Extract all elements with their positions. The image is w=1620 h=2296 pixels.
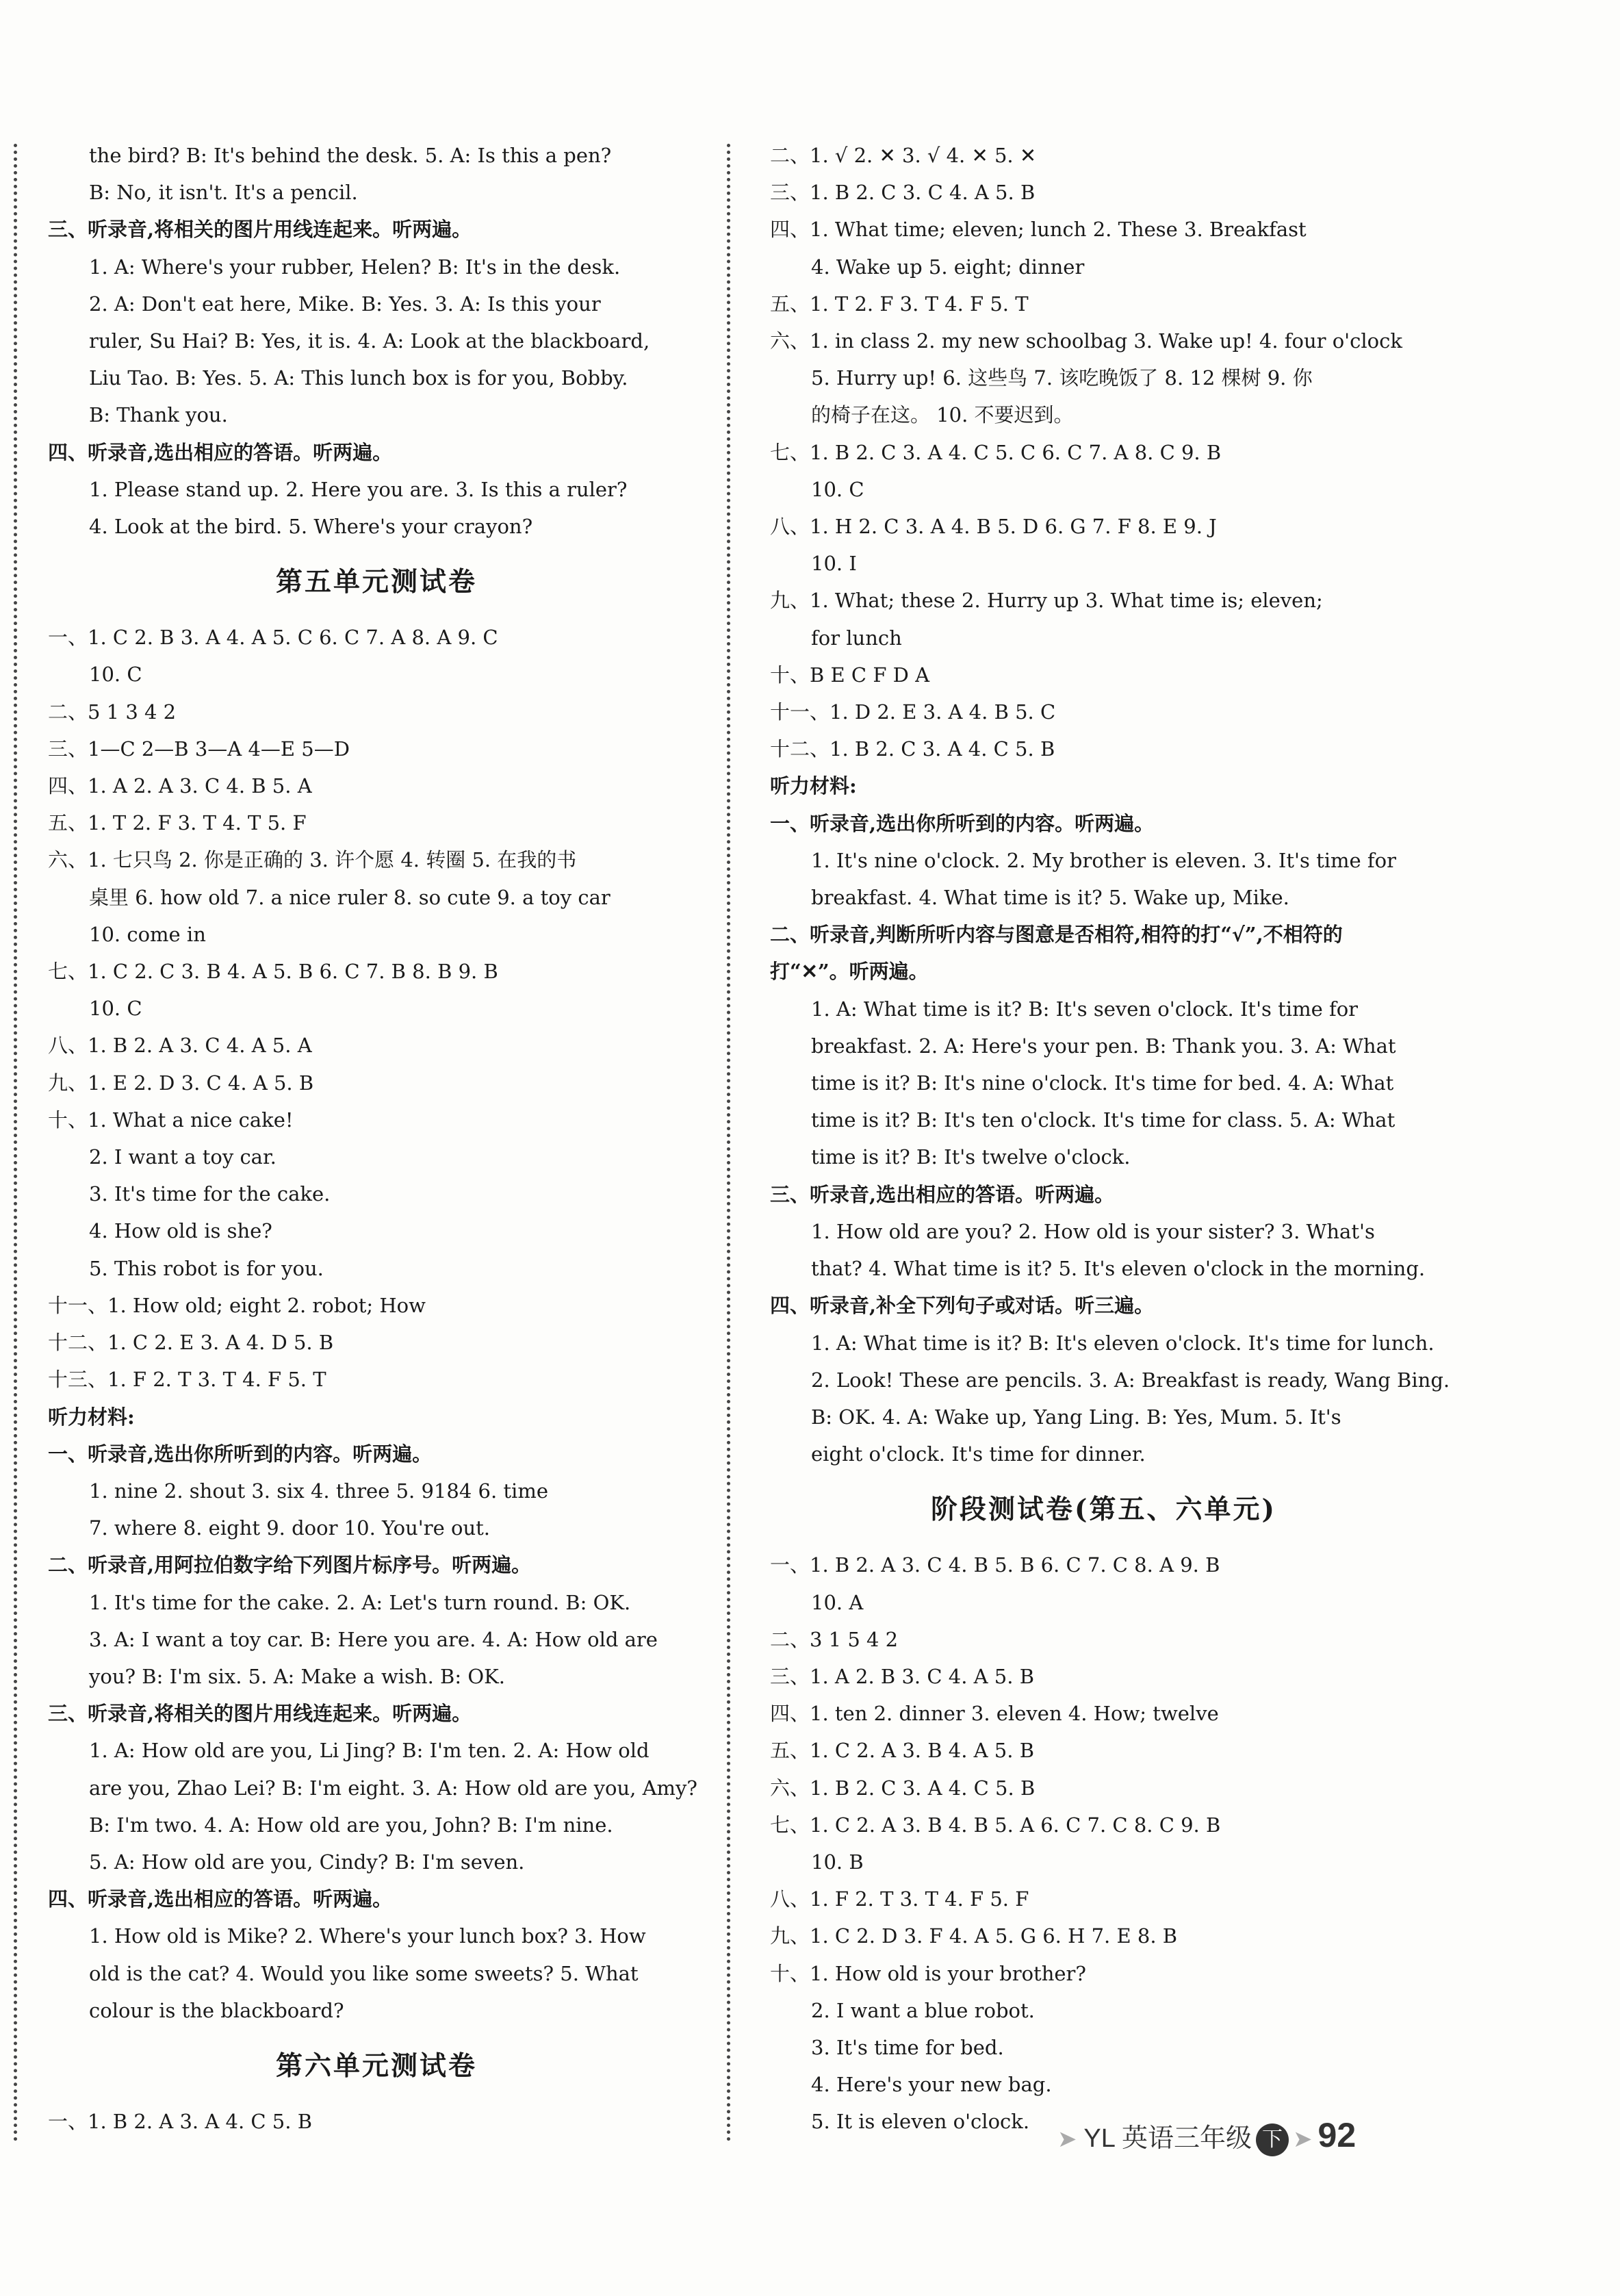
volume-badge: 下 (1256, 2123, 1289, 2156)
answer-line: 二、5 1 3 4 2 (48, 700, 177, 724)
answer-line: 七、1. B 2. C 3. A 4. C 5. C 6. C 7. A 8. C 9. B (770, 440, 1222, 464)
test-title: 第六单元测试卷 (275, 2050, 477, 2082)
continuation-line: Liu Tao. B: Yes. 5. A: This lunch box is for you, Bobby. (89, 366, 628, 390)
continuation-line: B: OK. 4. A: Wake up, Yang Ling. B: Yes, Mum. 5. It's (811, 1405, 1341, 1429)
answer-line: 三、1. B 2. C 3. C 4. A 5. B (770, 181, 1036, 205)
continuation-line: 3. It's time for the cake. (89, 1182, 331, 1206)
subject-label: 英语三年级 (1122, 2124, 1252, 2153)
continuation-line: 1. A: What time is it? B: It's seven o'clock. It's time for (811, 997, 1359, 1021)
continuation-line: 10. C (89, 997, 142, 1021)
series-code: YL (1083, 2124, 1115, 2153)
answer-line: 四、1. What time; eleven; lunch 2. These 3. Breakfast (770, 218, 1307, 242)
section-heading: 三、听录音,选出相应的答语。听两遍。 (770, 1182, 1115, 1206)
continuation-line: 1. It's nine o'clock. 2. My brother is eleven. 3. It's time for (811, 848, 1396, 872)
continuation-line: ruler, Su Hai? B: Yes, it is. 4. A: Look at the blackboard, (89, 329, 650, 353)
section-heading: 一、听录音,选出你所听到的内容。听两遍。 (48, 1442, 433, 1466)
answer-line: 六、1. in class 2. my new schoolbag 3. Wake up! 4. four o'clock (770, 329, 1402, 353)
answer-line: 一、1. C 2. B 3. A 4. A 5. C 6. C 7. A 8. A 9. C (48, 626, 498, 650)
left-column (48, 137, 705, 2140)
continuation-line: 5. A: How old are you, Cindy? B: I'm seven. (89, 1850, 525, 1874)
continuation-line: 10. C (811, 477, 864, 501)
binding-dots-right (727, 144, 730, 2143)
answer-line: 三、1—C 2—B 3—A 4—E 5—D (48, 737, 350, 761)
continuation-line: old is the cat? 4. Would you like some sweets? 5. What (89, 1961, 639, 1985)
answer-line: 一、1. B 2. A 3. A 4. C 5. B (48, 2109, 313, 2133)
continuation-line: breakfast. 2. A: Here's your pen. B: Thank you. 3. A: What (811, 1034, 1396, 1058)
continuation-line: 4. How old is she? (89, 1219, 272, 1243)
section-heading: 三、听录音,将相关的图片用线连起来。听两遍。 (48, 1702, 472, 1726)
answer-line: 八、1. B 2. A 3. C 4. A 5. A (48, 1034, 312, 1058)
continuation-line: 2. I want a blue robot. (811, 1998, 1035, 2022)
answer-line: 四、1. ten 2. dinner 3. eleven 4. How; twelve (770, 1702, 1219, 1726)
continuation-line: time is it? B: It's twelve o'clock. (811, 1145, 1131, 1169)
answer-line: 七、1. C 2. C 3. B 4. A 5. B 6. C 7. B 8. B 9. B (48, 960, 498, 984)
answer-line: 八、1. F 2. T 3. T 4. F 5. F (770, 1887, 1029, 1911)
test-title: 第五单元测试卷 (275, 566, 477, 598)
continuation-line: 5. It is eleven o'clock. (811, 2110, 1030, 2134)
continuation-line: 1. A: Where's your rubber, Helen? B: It's in the desk. (89, 255, 621, 279)
continuation-line: 2. Look! These are pencils. 3. A: Breakfast is ready, Wang Bing. (811, 1368, 1450, 1392)
section-heading: 听力材料: (770, 774, 857, 798)
answer-line: 九、1. C 2. D 3. F 4. A 5. G 6. H 7. E 8. B (770, 1924, 1178, 1948)
section-heading: 四、听录音,选出相应的答语。听两遍。 (48, 1887, 393, 1911)
continuation-line: 1. A: How old are you, Li Jing? B: I'm ten. 2. A: How old (89, 1739, 650, 1763)
answer-line: 八、1. H 2. C 3. A 4. B 5. D 6. G 7. F 8. E 9. J (770, 515, 1217, 539)
continuation-line: time is it? B: It's ten o'clock. It's time for class. 5. A: What (811, 1108, 1396, 1132)
continuation-line: 桌里 6. how old 7. a nice ruler 8. so cute 9. a toy car (89, 885, 610, 909)
continuation-line: 1. How old are you? 2. How old is your sister? 3. What's (811, 1219, 1375, 1243)
answer-line: 七、1. C 2. A 3. B 4. B 5. A 6. C 7. C 8. C 9. B (770, 1813, 1221, 1837)
arrow-icon: ➤ (1293, 2126, 1313, 2152)
section-heading: 一、听录音,选出你所听到的内容。听两遍。 (770, 811, 1155, 835)
continuation-line: 10. B (811, 1850, 864, 1874)
answer-line: 六、1. B 2. C 3. A 4. C 5. B (770, 1776, 1036, 1800)
answer-line: 五、1. T 2. F 3. T 4. T 5. F (48, 811, 307, 835)
continuation-line: 3. It's time for bed. (811, 2035, 1004, 2059)
page-footer (1057, 2115, 1356, 2156)
continuation-line: 2. I want a toy car. (89, 1145, 277, 1169)
continuation-line: you? B: I'm six. 5. A: Make a wish. B: OK. (89, 1664, 505, 1688)
continuation-line: 10. I (811, 552, 857, 576)
section-heading: 二、听录音,判断所听内容与图意是否相符,相符的打“√”,不相符的 (770, 923, 1343, 947)
continuation-line: 1. Please stand up. 2. Here you are. 3. Is this a ruler? (89, 477, 628, 501)
continuation-line: 的椅子在这。 10. 不要迟到。 (811, 403, 1074, 427)
section-heading: 听力材料: (48, 1405, 135, 1429)
answer-line: 二、1. √ 2. ✕ 3. √ 4. ✕ 5. ✕ (770, 144, 1037, 167)
test-title: 阶段测试卷(第五、六单元) (931, 1494, 1276, 1526)
continuation-line: for lunch (811, 626, 902, 650)
continuation-line: 5. This robot is for you. (89, 1256, 324, 1280)
continuation-line: time is it? B: It's nine o'clock. It's time for bed. 4. A: What (811, 1071, 1394, 1095)
continuation-line: eight o'clock. It's time for dinner. (811, 1442, 1146, 1466)
continuation-line: 7. where 8. eight 9. door 10. You're out. (89, 1516, 491, 1540)
section-heading: 四、听录音,补全下列句子或对话。听三遍。 (770, 1294, 1155, 1318)
answer-line: 四、1. A 2. A 3. C 4. B 5. A (48, 774, 312, 798)
continuation-line: breakfast. 4. What time is it? 5. Wake up, Mike. (811, 886, 1289, 910)
arrow-icon: ➤ (1057, 2126, 1077, 2152)
answer-line: 十、1. How old is your brother? (770, 1961, 1086, 1985)
answer-line: 十二、1. B 2. C 3. A 4. C 5. B (770, 737, 1055, 761)
continuation-line: 1. How old is Mike? 2. Where's your lunch box? 3. How (89, 1924, 646, 1948)
answer-line: 十一、1. How old; eight 2. robot; How (48, 1293, 426, 1317)
answer-line: 十、B E C F D A (770, 663, 930, 687)
continuation-line: 10. A (811, 1590, 864, 1614)
continuation-line: 1. It's time for the cake. 2. A: Let's turn round. B: OK. (89, 1590, 631, 1614)
answer-line: 一、1. B 2. A 3. C 4. B 5. B 6. C 7. C 8. A 9. B (770, 1553, 1220, 1577)
continuation-line: B: Thank you. (89, 403, 228, 427)
continuation-line: 10. C (89, 663, 142, 687)
section-heading: 四、听录音,选出相应的答语。听两遍。 (48, 440, 393, 464)
continuation-line: 3. A: I want a toy car. B: Here you are. 4. A: How old are (89, 1627, 658, 1651)
section-heading: 三、听录音,将相关的图片用线连起来。听两遍。 (48, 218, 472, 242)
continuation-line: 2. A: Don't eat here, Mike. B: Yes. 3. A: Is this your (89, 292, 601, 316)
continuation-line: 10. come in (89, 922, 206, 946)
section-heading: 二、听录音,用阿拉伯数字给下列图片标序号。听两遍。 (48, 1553, 532, 1577)
continuation-line: 4. Wake up 5. eight; dinner (811, 255, 1085, 279)
continuation-line: colour is the blackboard? (89, 1998, 344, 2022)
continuation-line: 1. A: What time is it? B: It's eleven o'clock. It's time for lunch. (811, 1331, 1435, 1355)
continuation-line: are you, Zhao Lei? B: I'm eight. 3. A: How old are you, Amy? (89, 1776, 697, 1800)
answer-line: 九、1. What; these 2. Hurry up 3. What time is; eleven; (770, 589, 1323, 613)
right-column (770, 137, 1450, 2141)
answer-line: 十、1. What a nice cake! (48, 1108, 294, 1132)
binding-dots-left (14, 144, 17, 2143)
answer-line: 十二、1. C 2. E 3. A 4. D 5. B (48, 1331, 334, 1355)
page-number: 92 (1317, 2116, 1357, 2154)
continuation-line: 4. Look at the bird. 5. Where's your crayon? (89, 515, 533, 539)
answer-line: 六、1. 七只鸟 2. 你是正确的 3. 许个愿 4. 转圈 5. 在我的书 (48, 848, 577, 872)
continuation-line: that? 4. What time is it? 5. It's eleven o'clock in the morning. (811, 1257, 1426, 1281)
continuation-line: 5. Hurry up! 6. 这些鸟 7. 该吃晚饭了 8. 12 棵树 9. 你 (811, 366, 1313, 390)
section-heading: 打“✕”。听两遍。 (770, 960, 929, 984)
continuation-line: 1. nine 2. shout 3. six 4. three 5. 9184 6. time (89, 1479, 548, 1503)
answer-line: 二、3 1 5 4 2 (770, 1627, 899, 1651)
answer-line: 五、1. T 2. F 3. T 4. F 5. T (770, 292, 1029, 316)
answer-line: 三、1. A 2. B 3. C 4. A 5. B (770, 1664, 1035, 1688)
answer-line: 九、1. E 2. D 3. C 4. A 5. B (48, 1071, 314, 1095)
continuation-line: 4. Here's your new bag. (811, 2073, 1052, 2097)
continuation-line: the bird? B: It's behind the desk. 5. A: Is this a pen? (89, 144, 612, 167)
continuation-line: B: No, it isn't. It's a pencil. (89, 181, 358, 205)
answer-line: 十三、1. F 2. T 3. T 4. F 5. T (48, 1368, 326, 1392)
answer-line: 五、1. C 2. A 3. B 4. A 5. B (770, 1739, 1035, 1763)
continuation-line: B: I'm two. 4. A: How old are you, John? B: I'm nine. (89, 1813, 613, 1837)
answer-line: 十一、1. D 2. E 3. A 4. B 5. C (770, 700, 1056, 724)
